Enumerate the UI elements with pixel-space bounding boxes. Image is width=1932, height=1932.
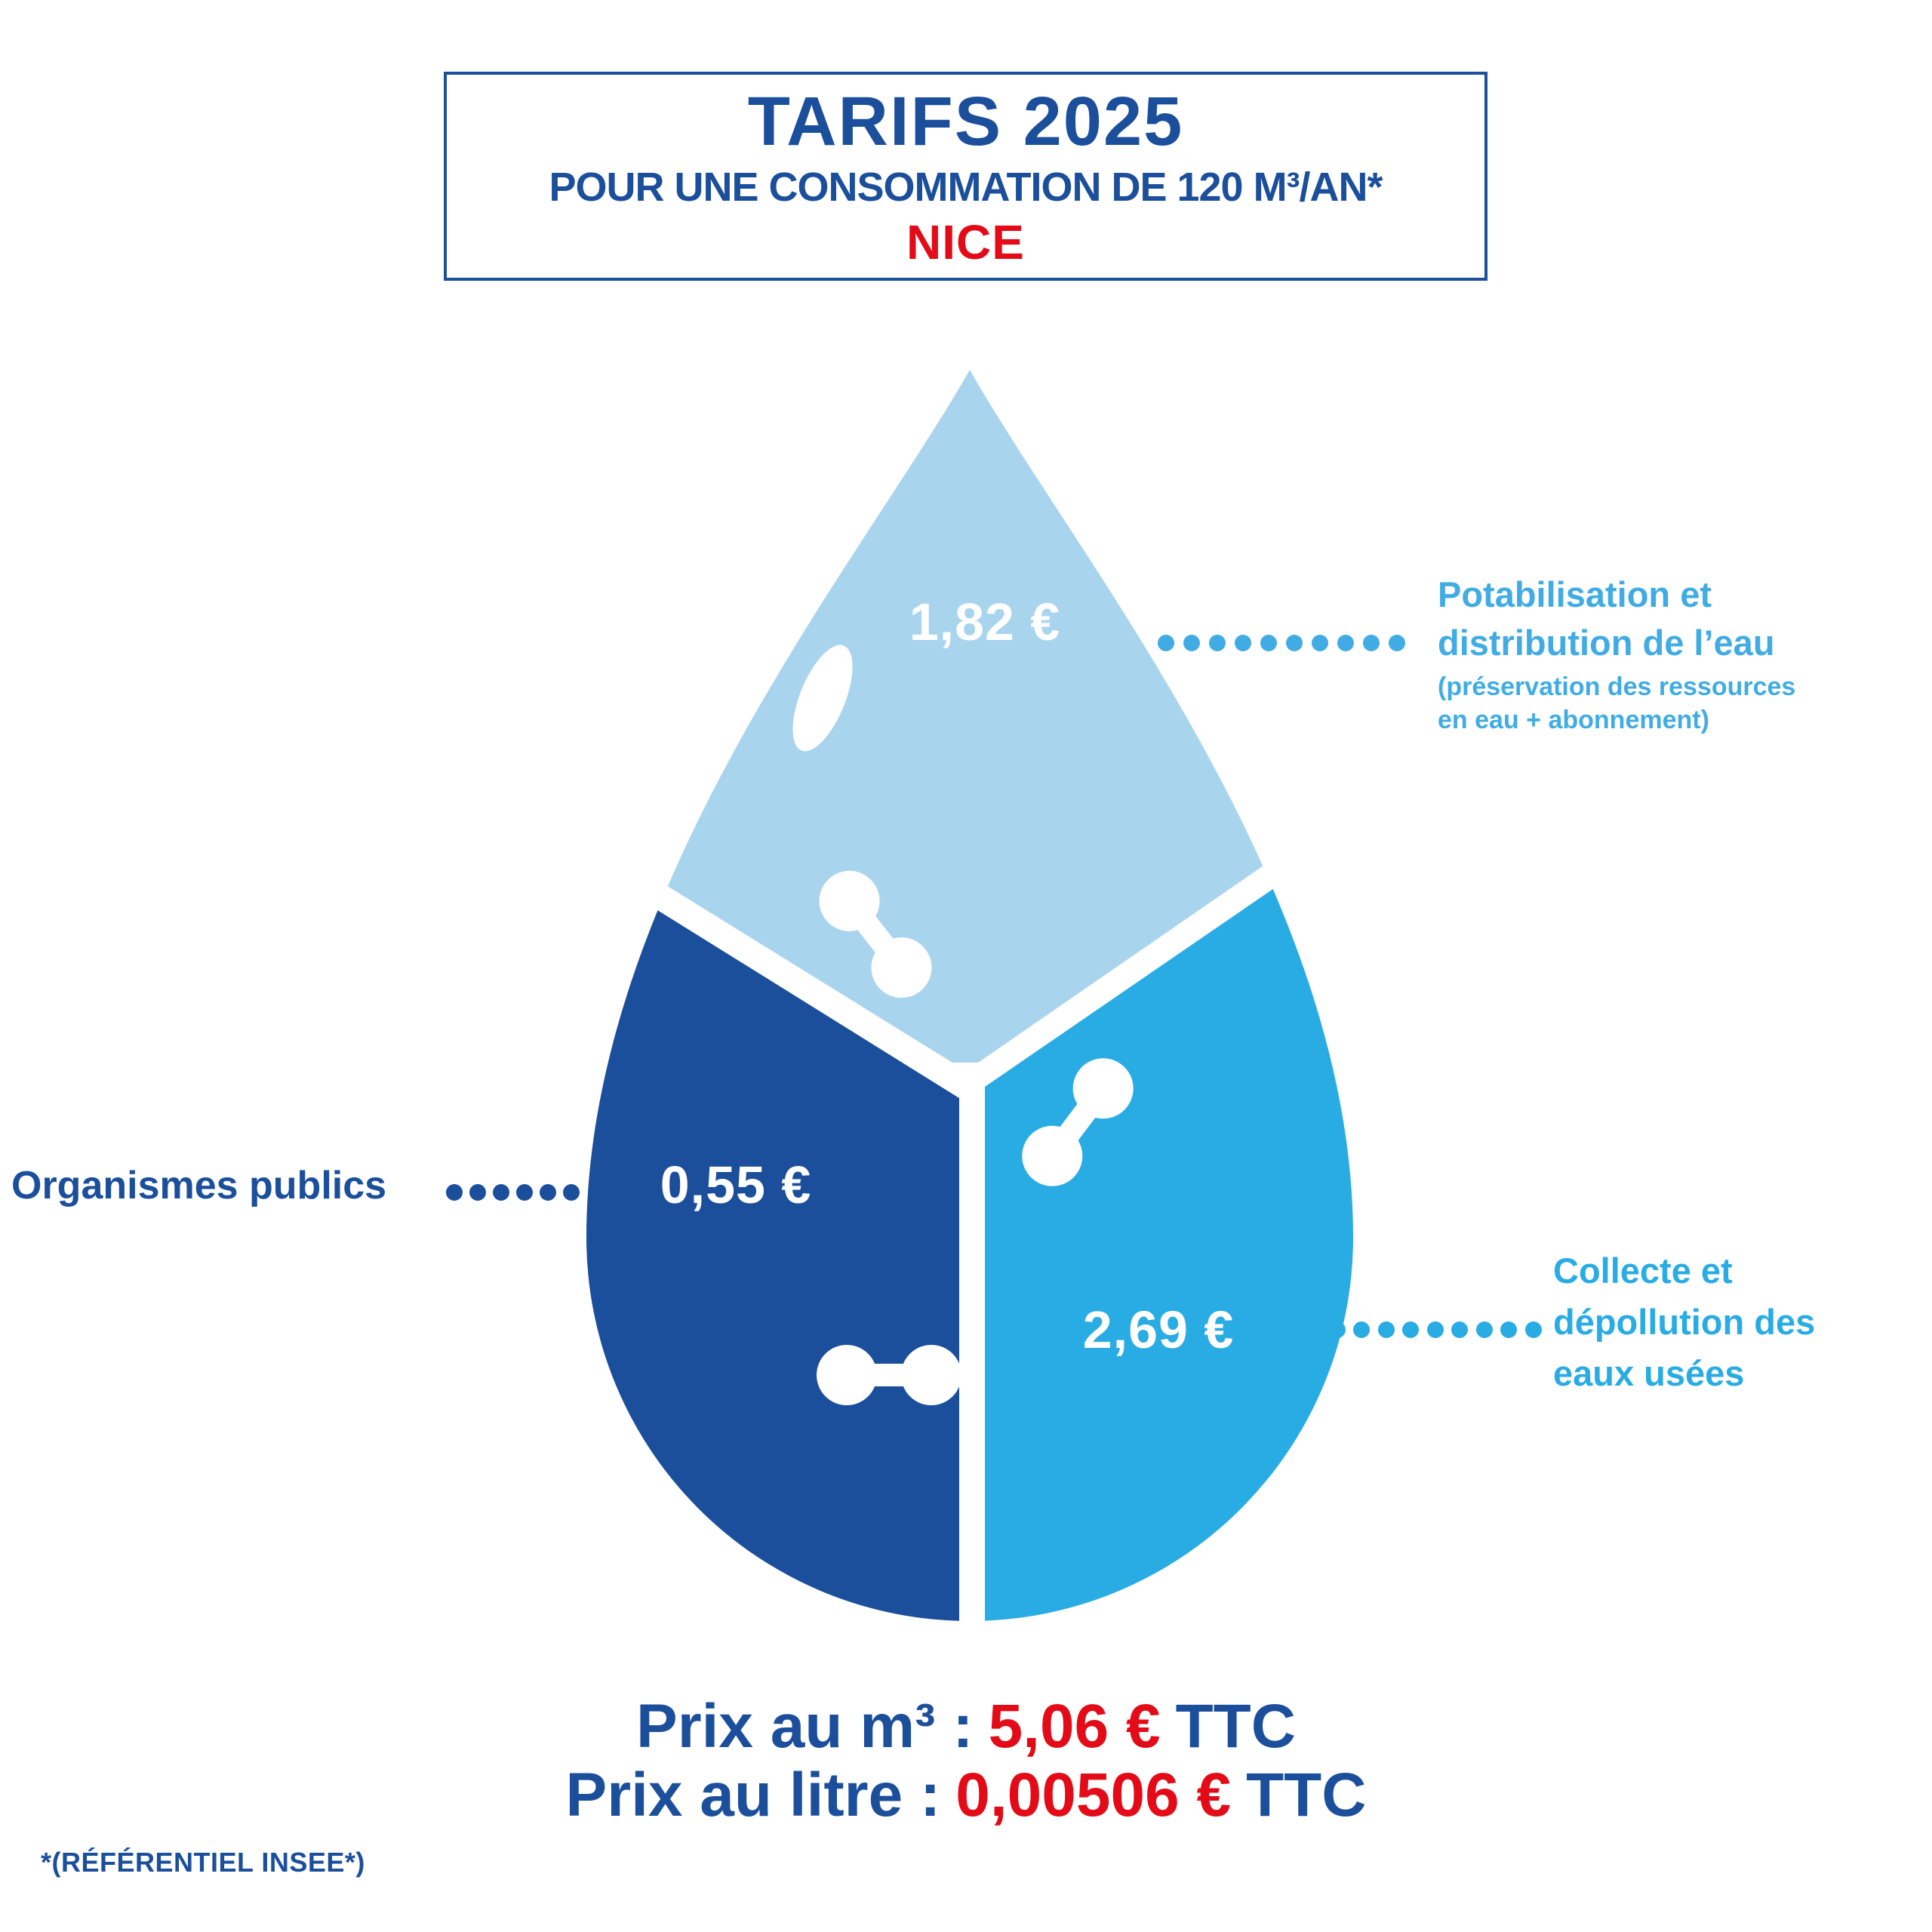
price-per-litre-value: 0,00506 € — [955, 1761, 1232, 1829]
price-per-m3-line — [0, 1692, 1932, 1761]
leader-dots-collecte — [1329, 1321, 1542, 1338]
label-collecte-line2: dépollution des — [1553, 1302, 1816, 1342]
label-collecte — [1553, 1245, 1915, 1399]
label-potabilisation — [1438, 571, 1890, 737]
label-potabilisation-line2: distribution de l’eau — [1438, 623, 1775, 663]
label-potabilisation-sub2: en eau + abonnement) — [1438, 706, 1709, 734]
price-per-m3-suffix: TTC — [1175, 1692, 1296, 1761]
page-subtitle: POUR UNE CONSOMMATION DE 120 M³/AN* — [549, 164, 1383, 210]
label-collecte-line1: Collecte et — [1553, 1251, 1733, 1291]
leader-dots-organismes — [446, 1184, 580, 1201]
leader-dots-potabilisation — [1158, 635, 1405, 651]
footnote-insee: *(RÉFÉRENTIEL INSEE*) — [41, 1847, 365, 1878]
price-per-litre-prefix: Prix au litre : — [565, 1761, 941, 1829]
price-per-litre-line — [0, 1761, 1932, 1829]
label-organismes: Organismes publics — [11, 1164, 387, 1208]
title-box — [444, 72, 1487, 281]
price-per-m3-value: 5,06 € — [988, 1692, 1161, 1761]
value-organismes: 0,55 € — [660, 1155, 812, 1214]
value-collecte: 2,69 € — [1082, 1300, 1235, 1359]
price-per-litre-suffix: TTC — [1246, 1761, 1367, 1829]
label-potabilisation-line1: Potabilisation et — [1438, 574, 1712, 614]
city-name: NICE — [906, 214, 1025, 269]
price-per-m3-prefix: Prix au m³ : — [636, 1692, 974, 1761]
label-potabilisation-sub1: (préservation des ressources — [1438, 672, 1796, 701]
page-title: TARIFS 2025 — [747, 82, 1184, 160]
value-potabilisation: 1,82 € — [909, 592, 1061, 651]
label-collecte-line3: eaux usées — [1553, 1353, 1745, 1393]
